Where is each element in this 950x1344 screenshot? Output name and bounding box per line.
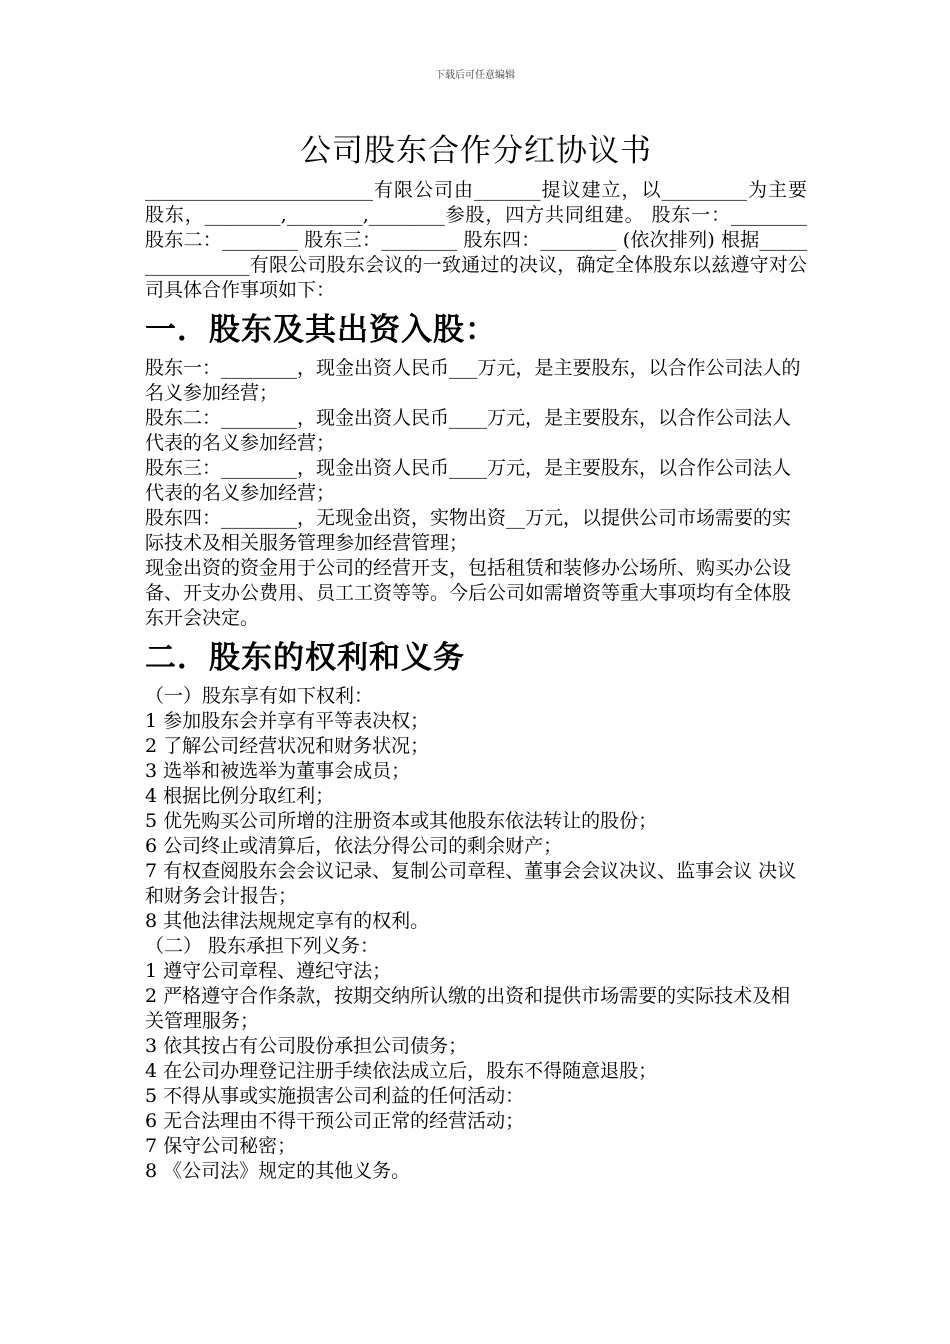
intro-paragraph: ________________________有限公司由_______提议建立，以_________为主要股东，________,________,________参股，四方共同组建。 股东一：________ 股东二：________ 股东三：________ 股东四：________ (依次排列) 根据________________有限公司股东会议的一致通过的决议，确定全体股东以兹遵守对公司具体合作事项如下： — [145, 179, 807, 301]
section-1-heading: 一．股东及其出资入股： — [145, 312, 497, 348]
shareholder-2-clause: 股东二：________，现金出资人民币____万元，是主要股东，以合作公司法人代表的名义参加经营； — [145, 407, 792, 454]
duty-item: 5 不得从事或实施损害公司利益的任何活动： — [145, 1085, 525, 1107]
shareholder-1-clause: 股东一：________，现金出资人民币___万元，是主要股东，以合作公司法人的名义参加经营； — [145, 357, 801, 404]
section-1-content — [145, 356, 807, 631]
capital-usage-clause: 现金出资的资金用于公司的经营开支，包括租赁和装修办公场所、购买办公设备、开支办公费用、员工工资等等。今后公司如需增资等重大事项均有全体股东开会决定。 — [145, 557, 792, 629]
duty-item: 3 依其按占有公司股份承担公司债务； — [145, 1035, 468, 1057]
right-item: 1 参加股东会并享有平等表决权； — [145, 710, 430, 732]
header-note: 下载后可任意编辑 — [435, 70, 515, 81]
duty-item: 1 遵守公司章程、遵纪守法； — [145, 960, 392, 982]
duty-item: 4 在公司办理登记注册手续依法成立后，股东不得随意退股； — [145, 1060, 658, 1082]
document-title: 公司股东合作分红协议书 — [300, 133, 652, 169]
section-2-content — [145, 684, 807, 1184]
shareholder-4-clause: 股东四：________，无现金出资，实物出资__万元，以提供公司市场需要的实际技术及相关服务管理参加经营管理； — [145, 507, 792, 554]
section-2-heading: 二．股东的权利和义务 — [145, 640, 465, 676]
right-item: 4 根据比例分取红利； — [145, 785, 335, 807]
duties-title: （二） 股东承担下列义务： — [145, 935, 380, 957]
duty-item: 2 严格遵守合作条款，按期交纳所认缴的出资和提供市场需要的实际技术及相关管理服务； — [145, 985, 791, 1032]
right-item: 6 公司终止或清算后，依法分得公司的剩余财产； — [145, 835, 563, 857]
right-item: 3 选举和被选举为董事会成员； — [145, 760, 411, 782]
duty-item: 7 保守公司秘密； — [145, 1135, 297, 1157]
duty-item: 6 无合法理由不得干预公司正常的经营活动； — [145, 1110, 525, 1132]
right-item: 2 了解公司经营状况和财务状况； — [145, 735, 430, 757]
document-body — [145, 130, 807, 1184]
rights-title: （一）股东享有如下权利： — [145, 685, 374, 707]
right-item: 8 其他法律法规规定享有的权利。 — [145, 910, 430, 932]
right-item: 7 有权查阅股东会会议记录、复制公司章程、董事会会议决议、监事会议 决议和财务会计报告； — [145, 860, 797, 907]
right-item: 5 优先购买公司所增的注册资本或其他股东依法转让的股份； — [145, 810, 658, 832]
duty-item: 8 《公司法》规定的其他义务。 — [145, 1160, 411, 1182]
shareholder-3-clause: 股东三：________，现金出资人民币____万元，是主要股东，以合作公司法人代表的名义参加经营； — [145, 457, 792, 504]
